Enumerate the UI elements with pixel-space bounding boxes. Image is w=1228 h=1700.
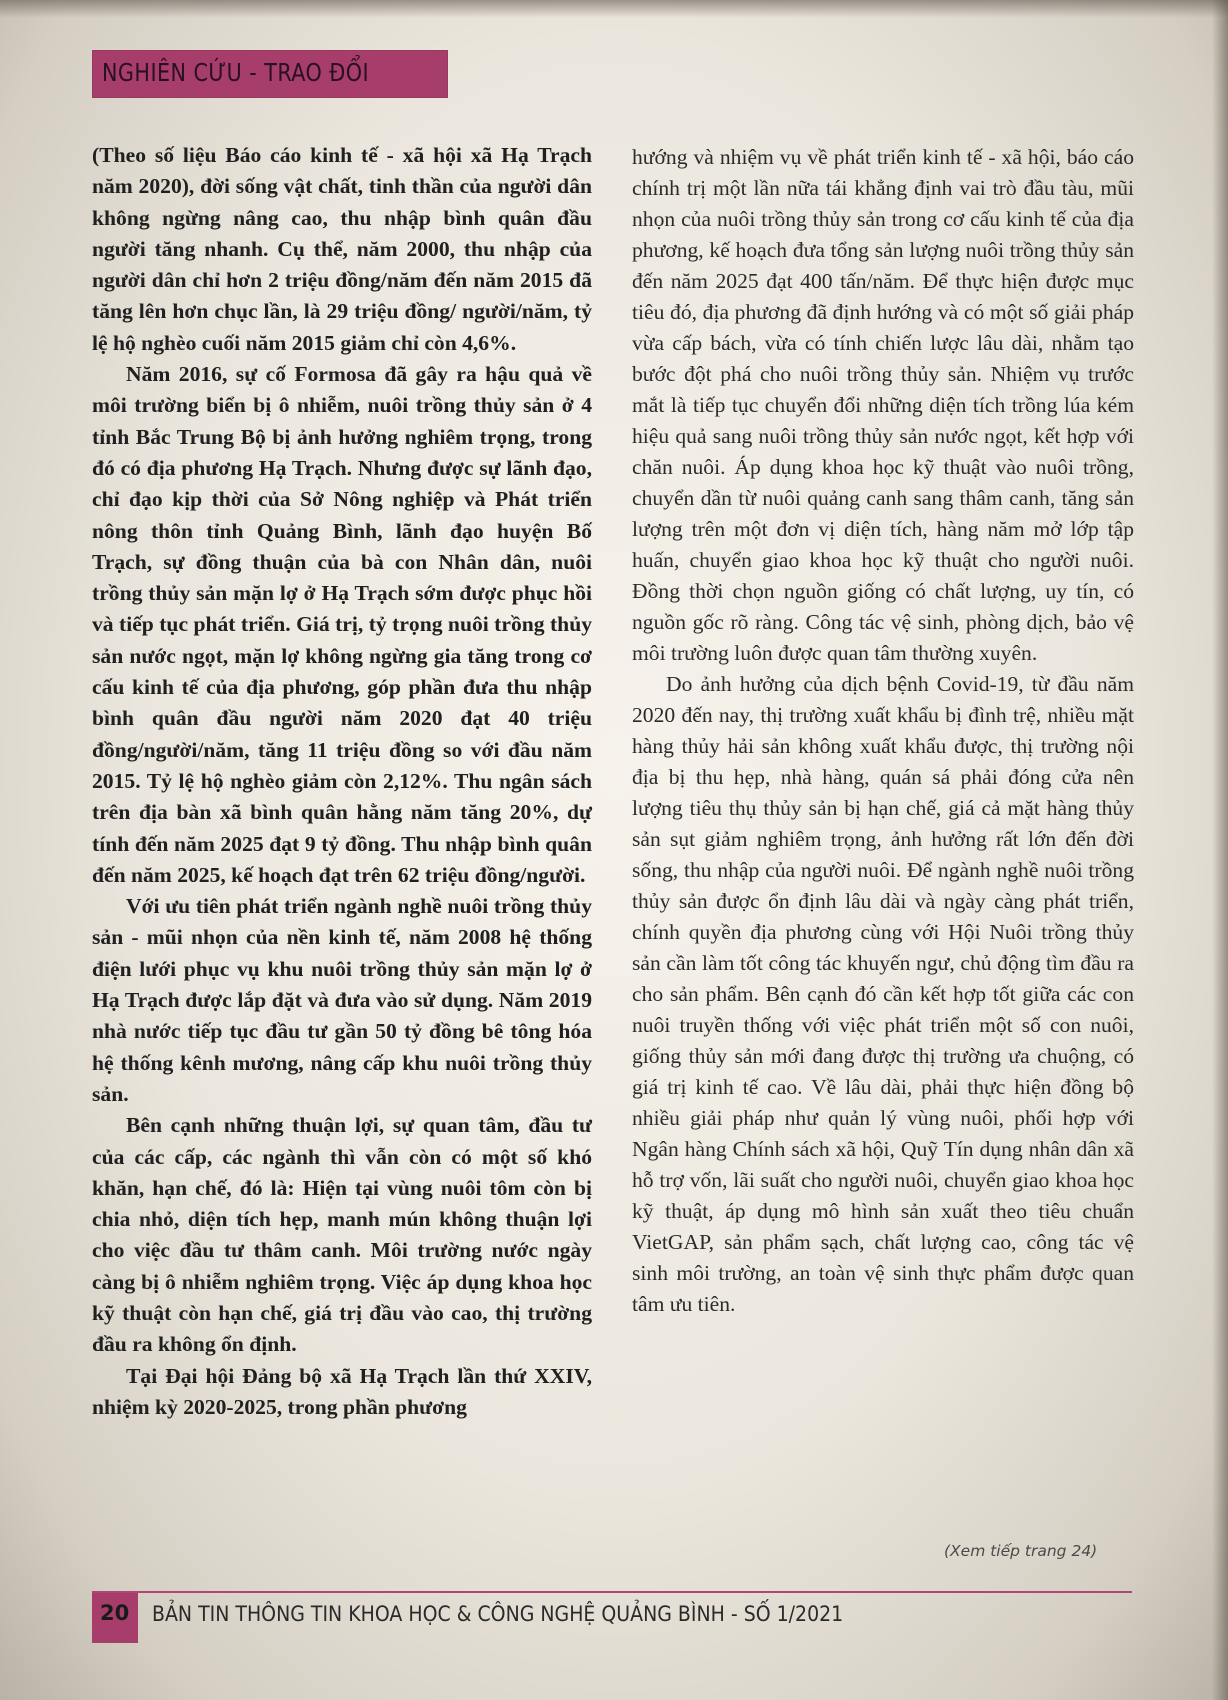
publication-title: BẢN TIN THÔNG TIN KHOA HỌC & CÔNG NGHỆ QUẢNG BÌNH - SỐ 1/2021 [152, 1602, 844, 1627]
footer-divider [92, 1591, 1132, 1593]
page-number: 20 [100, 1601, 130, 1625]
left-paragraph-2: Năm 2016, sự cố Formosa đã gây ra hậu quả về môi trường biển bị ô nhiễm, nuôi trồng thủy sản ở 4 tỉnh Bắc Trung Bộ bị ảnh hưởng nghiêm trọng, trong đó có địa phương Hạ Trạch. Nhưng được sự lãnh đạo, chỉ đạo kịp thời của Sở Nông nghiệp và Phát triển nông thôn tỉnh Quảng Bình, lãnh đạo huyện Bố Trạch, sự đồng thuận của bà con Nhân dân, nuôi trồng thủy sản mặn lợ ở Hạ Trạch sớm được phục hồi và tiếp tục phát triển. Giá trị, tỷ trọng nuôi trồng thủy sản nước ngọt, mặn lợ không ngừng gia tăng trong cơ cấu kinh tế của địa phương, góp phần đưa thu nhập bình quân đầu người năm 2020 đạt 40 triệu đồng/người/năm, tăng 11 triệu đồng so với đầu năm 2015. Tỷ lệ hộ nghèo giảm còn 2,12%. Thu ngân sách trên địa bàn xã bình quân hằng năm tăng 20%, dự tính đến năm 2025 đạt 9 tỷ đồng. Thu nhập bình quân đến năm 2025, kế hoạch đạt trên 62 triệu đồng/người. [92, 362, 592, 887]
left-paragraph-1: (Theo số liệu Báo cáo kinh tế - xã hội xã Hạ Trạch năm 2020), đời sống vật chất, tinh thần của người dân không ngừng nâng cao, thu nhập bình quân đầu người tăng nhanh. Cụ thể, năm 2000, thu nhập của người dân chỉ hơn 2 triệu đồng/năm đến năm 2015 đã tăng lên hơn chục lần, là 29 triệu đồng/ người/năm, tỷ lệ hộ nghèo cuối năm 2015 giảm chỉ còn 4,6%. [92, 143, 592, 355]
section-header-label: NGHIÊN CỨU - TRAO ĐỔI [102, 58, 370, 87]
left-text-column [92, 140, 592, 1423]
section-header-band [92, 50, 448, 98]
page-shadow-right [1212, 0, 1228, 1700]
page-shadow-top [0, 0, 1228, 18]
left-paragraph-4: Bên cạnh những thuận lợi, sự quan tâm, đầu tư của các cấp, các ngành thì vẫn còn có một số khó khăn, hạn chế, đó là: Hiện tại vùng nuôi tôm còn bị chia nhỏ, diện tích hẹp, manh mún không thuận lợi cho việc đầu tư thâm canh. Môi trường nước ngày càng bị ô nhiễm nghiêm trọng. Việc áp dụng khoa học kỹ thuật còn hạn chế, giá trị đầu vào cao, thị trường đầu ra không ổn định. [92, 1113, 592, 1357]
right-paragraph-1: hướng và nhiệm vụ về phát triển kinh tế - xã hội, báo cáo chính trị một lần nữa tái khẳng định vai trò đầu tàu, mũi nhọn của nuôi trồng thủy sản trong cơ cấu kinh tế của địa phương, kế hoạch đưa tổng sản lượng nuôi trồng thủy sản đến năm 2025 đạt 400 tấn/năm. Để thực hiện được mục tiêu đó, địa phương đã định hướng và có một số giải pháp vừa cấp bách, vừa có tính chiến lược lâu dài, nhằm tạo bước đột phá cho nuôi trồng thủy sản. Nhiệm vụ trước mắt là tiếp tục chuyển đổi những diện tích trồng lúa kém hiệu quả sang nuôi trồng thủy sản nước ngọt, kết hợp với chăn nuôi. Áp dụng khoa học kỹ thuật vào nuôi trồng, chuyển dần từ nuôi quảng canh sang thâm canh, tăng sản lượng trên một đơn vị diện tích, hàng năm mở lớp tập huấn, chuyển giao khoa học kỹ thuật cho người nuôi. Đồng thời chọn nguồn giống có chất lượng, uy tín, có nguồn gốc rõ ràng. Công tác vệ sinh, phòng dịch, bảo vệ môi trường luôn được quan tâm thường xuyên. [632, 145, 1134, 665]
continued-note: (Xem tiếp trang 24) [944, 1542, 1098, 1560]
left-paragraph-5: Tại Đại hội Đảng bộ xã Hạ Trạch lần thứ XXIV, nhiệm kỳ 2020-2025, trong phần phương [92, 1363, 592, 1419]
right-paragraph-2: Do ảnh hưởng của dịch bệnh Covid-19, từ đầu năm 2020 đến nay, thị trường xuất khẩu bị đình trệ, nhiều mặt hàng thủy hải sản không xuất khẩu được, thị trường nội địa bị thu hẹp, nhà hàng, quán sá phải đóng cửa nên lượng tiêu thụ thủy sản bị hạn chế, giá cả mặt hàng thủy sản sụt giảm nghiêm trọng, ảnh hưởng rất lớn đến đời sống, thu nhập của người nuôi. Để ngành nghề nuôi trồng thủy sản được ổn định lâu dài và ngày càng phát triển, chính quyền địa phương cùng với Hội Nuôi trồng thủy sản cần làm tốt công tác khuyến ngư, chủ động tìm đầu ra cho sản phẩm. Bên cạnh đó cần kết hợp tốt giữa các con nuôi truyền thống với việc phát triển một số con nuôi, giống thủy sản mới đang được thị trường ưa chuộng, có giá trị kinh tế cao. Về lâu dài, phải thực hiện đồng bộ nhiều giải pháp như quản lý vùng nuôi, phối hợp với Ngân hàng Chính sách xã hội, Quỹ Tín dụng nhân dân xã hỗ trợ vốn, lãi suất cho người nuôi, chuyển giao khoa học kỹ thuật, áp dụng mô hình sản xuất theo tiêu chuẩn VietGAP, sản phẩm sạch, chất lượng cao, công tác vệ sinh môi trường, an toàn vệ sinh thực phẩm được quan tâm ưu tiên. [632, 672, 1134, 1316]
right-text-column [632, 142, 1134, 1320]
left-paragraph-3: Với ưu tiên phát triển ngành nghề nuôi trồng thủy sản - mũi nhọn của nền kinh tế, năm 2008 hệ thống điện lưới phục vụ khu nuôi trồng thủy sản mặn lợ ở Hạ Trạch được lắp đặt và đưa vào sử dụng. Năm 2019 nhà nước tiếp tục đầu tư gần 50 tỷ đồng bê tông hóa hệ thống kênh mương, nâng cấp khu nuôi trồng thủy sản. [92, 894, 592, 1106]
